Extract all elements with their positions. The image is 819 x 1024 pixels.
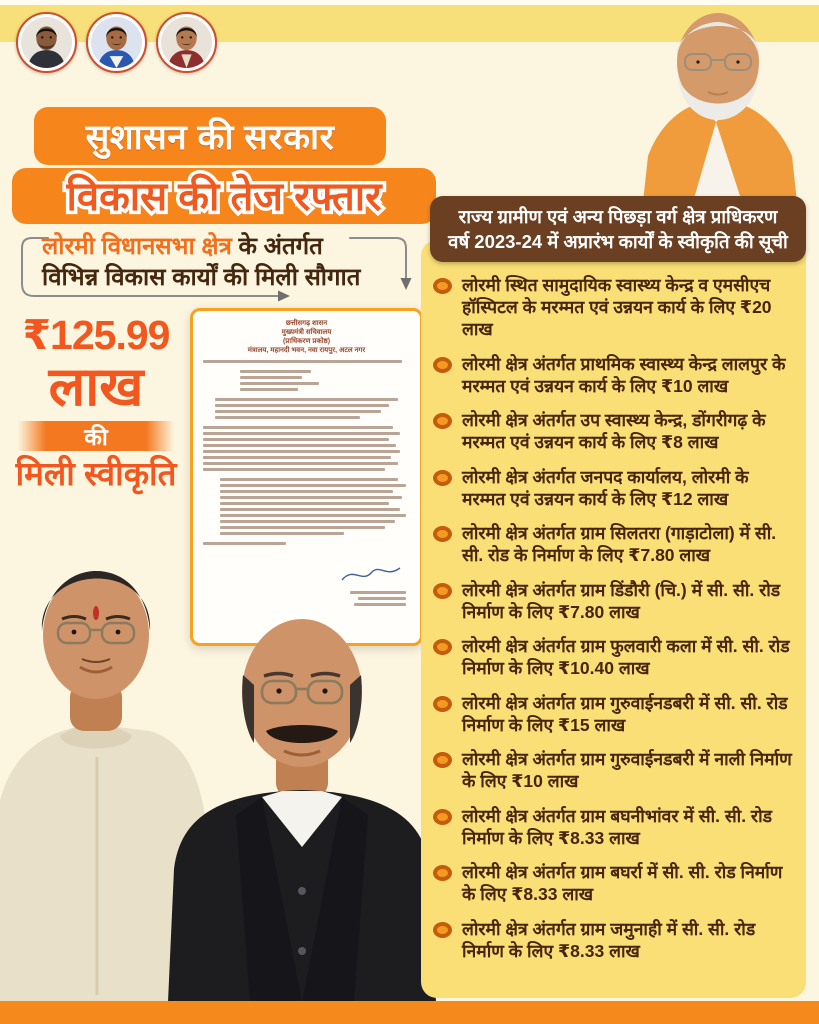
bullet-icon [433, 922, 452, 938]
list-item-text: लोरमी क्षेत्र अंतर्गत ग्राम सिलतरा (गाड़ाटोला) में सी. सी. रोड के निर्माण के लिए ₹7.80 लाख [462, 523, 777, 565]
list-item [433, 918, 796, 962]
amount-connector-band [18, 421, 174, 451]
leader-portraits [0, 535, 440, 1002]
list-item [433, 805, 796, 849]
leader-avatar-1-photo [21, 17, 72, 68]
panel-header-line2: वर्ष 2023-24 में अप्रारंभ कार्यों के स्वीकृति की सूची [448, 231, 788, 252]
list-item [433, 748, 796, 792]
approvals-list [433, 274, 796, 962]
headline-line2: विकास की तेज रफ्तार [66, 175, 382, 219]
list-item [433, 861, 796, 905]
list-item-text: लोरमी क्षेत्र अंतर्गत उप स्वास्थ्य केन्द्र, डोंगरीगढ़ के मरम्मत एवं उन्नयन कार्य के लिए ₹8 लाख [462, 410, 766, 452]
leader-avatars [16, 12, 217, 73]
list-item-text: लोरमी क्षेत्र अंतर्गत ग्राम गुरुवाईनडबरी में सी. सी. रोड निर्माण के लिए ₹15 लाख [462, 692, 788, 735]
letter-header-3: (प्राधिकरण प्रकोष्ठ) [282, 338, 331, 345]
leader-avatar-2-photo [91, 17, 142, 68]
list-item-text: लोरमी स्थित सामुदायिक स्वास्थ्य केन्द्र व एमसीएच हॉस्पिटल के मरम्मत एवं उन्नयन कार्य के लिए ₹20 लाख [462, 275, 772, 339]
list-item [433, 353, 796, 397]
pm-modi-photo [615, 4, 819, 202]
headline-line1: सुशासन की सरकार [85, 117, 335, 157]
bullet-icon [433, 357, 452, 373]
list-item-text: लोरमी क्षेत्र अंतर्गत जनपद कार्यालय, लोरमी के मरम्मत एवं उन्नयन कार्य के लिए ₹12 लाख [462, 466, 749, 509]
subtitle-rest: के अंतर्गत [231, 233, 323, 260]
letter-header-2: मुख्यमंत्री सचिवालय [281, 329, 332, 336]
headline-line2-box [12, 168, 436, 224]
subtitle [42, 231, 412, 293]
list-item [433, 274, 796, 340]
panel-header-line1: राज्य ग्रामीण एवं अन्य पिछड़ा वर्ग क्षेत्र प्राधिकरण [458, 206, 778, 227]
leader-avatar-3-photo [161, 17, 212, 68]
panel-header [430, 196, 806, 262]
list-item [433, 692, 796, 736]
amount-value: ₹125.99 [22, 312, 170, 358]
list-item-text: लोरमी क्षेत्र अंतर्गत प्राथमिक स्वास्थ्य केन्द्र लालपुर के मरम्मत एवं उन्नयन कार्य के लिए ₹10 लाख [462, 353, 786, 396]
sanction-amount-block [10, 311, 182, 493]
letter-header-4: मंत्रालय, महानदी भवन, नवा रायपुर, अटल नगर [247, 347, 366, 354]
bullet-icon [433, 583, 452, 599]
headline-line2-svg [12, 168, 436, 224]
subtitle-highlight: लोरमी विधानसभा क्षेत्र [42, 233, 232, 260]
bottom-orange-strip [0, 1001, 819, 1024]
letter-text-lines [203, 360, 410, 545]
amount-unit: लाख [48, 357, 144, 417]
list-item-text: लोरमी क्षेत्र अंतर्गत ग्राम बघर्रा में सी. सी. रोड निर्माण के लिए ₹8.33 लाख [462, 862, 783, 904]
letter-header-1: छत्तीसगढ़ शासन [285, 320, 328, 327]
bullet-icon [433, 752, 452, 768]
bullet-icon [433, 526, 452, 542]
list-item-text: लोरमी क्षेत्र अंतर्गत ग्राम बघनीभांवर में सी. सी. रोड निर्माण के लिए ₹8.33 लाख [462, 805, 772, 848]
bullet-icon [433, 413, 452, 429]
amount-caption: मिली स्वीकृति [15, 455, 177, 492]
list-item [433, 635, 796, 679]
list-item [433, 409, 796, 453]
list-item [433, 466, 796, 510]
bullet-icon [433, 278, 452, 294]
bullet-icon [433, 639, 452, 655]
list-item-text: लोरमी क्षेत्र अंतर्गत ग्राम डिंडौरी (चि.) में सी. सी. रोड निर्माण के लिए ₹7.80 लाख [462, 579, 781, 622]
bullet-icon [433, 696, 452, 712]
subtitle-line2: विभिन्न विकास कार्यों की मिली सौगात [42, 264, 361, 291]
list-item-text: लोरमी क्षेत्र अंतर्गत ग्राम फुलवारी कला में सी. सी. रोड निर्माण के लिए ₹10.40 लाख [462, 636, 790, 678]
bullet-icon [433, 470, 452, 486]
leader-avatar-3 [156, 12, 217, 73]
leader-avatar-2 [86, 12, 147, 73]
list-item-text: लोरमी क्षेत्र अंतर्गत ग्राम गुरुवाईनडबरी में नाली निर्माण के लिए ₹10 लाख [462, 749, 792, 791]
approvals-panel [421, 240, 806, 998]
bullet-icon [433, 865, 452, 881]
amount-connector: की [84, 424, 108, 450]
bullet-icon [433, 809, 452, 825]
headline-line1-box [34, 107, 386, 165]
subtitle-line1 [42, 231, 412, 262]
list-item [433, 522, 796, 566]
list-item [433, 579, 796, 623]
leader-avatar-1 [16, 12, 77, 73]
list-item-text: लोरमी क्षेत्र अंतर्गत ग्राम जमुनाही में सी. सी. रोड निर्माण के लिए ₹8.33 लाख [462, 918, 756, 961]
leader-portrait-right [168, 619, 436, 1002]
